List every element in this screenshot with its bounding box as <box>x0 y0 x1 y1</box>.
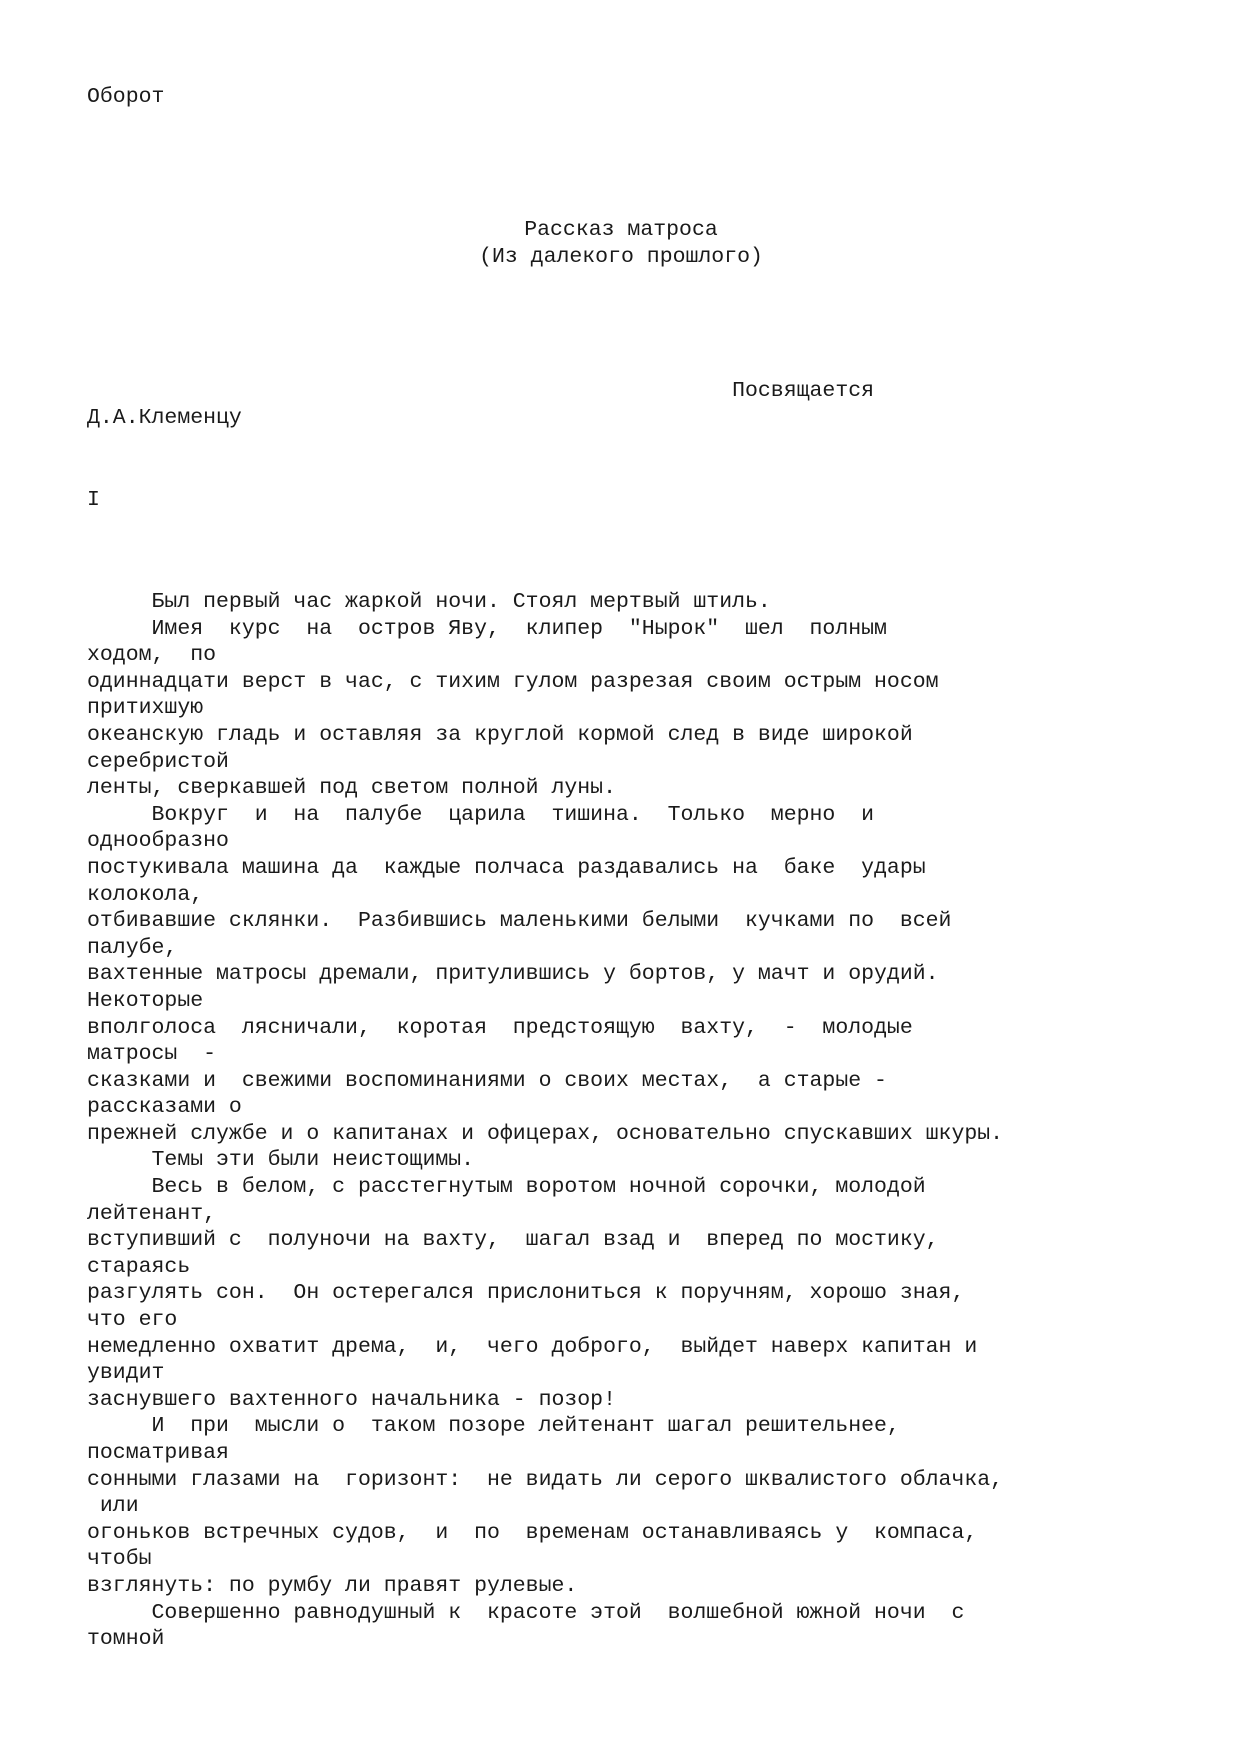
body-line: Некоторые <box>87 988 204 1013</box>
body-line: сказками и свежими воспоминаниями о своих местах, а старые - <box>87 1068 887 1093</box>
body-line: матросы - <box>87 1042 217 1067</box>
story-body <box>87 589 1003 1653</box>
body-line: вполголоса лясничали, коротая предстоящую вахту, - молодые <box>87 1015 913 1040</box>
body-line: заснувшего вахтенного начальника - позор! <box>87 1387 616 1412</box>
body-line: или <box>87 1494 139 1519</box>
body-line: огоньков встречных судов, и по временам останавливаясь у компаса, <box>87 1520 978 1545</box>
body-line: рассказами о <box>87 1095 242 1120</box>
body-line: томной <box>87 1627 165 1652</box>
body-line: отбивавшие склянки. Разбившись маленькими белыми кучками по всей <box>87 909 952 934</box>
body-line: лейтенант, <box>87 1201 217 1226</box>
body-line: взглянуть: по румбу ли правят рулевые. <box>87 1573 578 1598</box>
body-line: Был первый час жаркой ночи. Стоял мертвый штиль. <box>87 590 771 614</box>
body-line: вступивший с полуночи на вахту, шагал взад и вперед по мостику, <box>87 1228 939 1253</box>
chapter-number: I <box>87 488 100 512</box>
body-line: Темы эти были неистощимы. <box>87 1148 475 1173</box>
dedication-label: Посвящается <box>87 379 875 403</box>
body-line: притихшую <box>87 696 204 721</box>
body-line: увидит <box>87 1361 165 1386</box>
body-line: вахтенные матросы дремали, притулившись у бортов, у мачт и орудий. <box>87 962 939 987</box>
page-header: Оборот <box>87 85 165 109</box>
body-line: стараясь <box>87 1254 191 1279</box>
body-line: Весь в белом, с расстегнутым воротом ночной сорочки, молодой <box>87 1175 926 1200</box>
body-line: сонными глазами на горизонт: не видать ли серого шквалистого облачка, <box>87 1467 1004 1492</box>
body-line: Совершенно равнодушный к красоте этой волшебной южной ночи с <box>87 1600 965 1625</box>
body-line: ходом, по <box>87 643 217 668</box>
body-line: И при мысли о таком позоре лейтенант шагал решительнее, <box>87 1414 900 1439</box>
body-line: колокола, <box>87 882 204 907</box>
body-line: океанскую гладь и оставляя за круглой кормой след в виде широкой <box>87 722 913 747</box>
body-line: ленты, сверкавшей под светом полной луны. <box>87 776 616 801</box>
story-title: Рассказ матроса <box>524 218 718 242</box>
body-line: Имея курс на остров Яву, клипер "Нырок" шел полным <box>87 616 887 641</box>
body-line: одиннадцати верст в час, с тихим гулом разрезая своим острым носом <box>87 669 939 694</box>
story-subtitle: (Из далекого прошлого) <box>479 245 763 269</box>
body-line: серебристой <box>87 749 229 774</box>
body-line: чтобы <box>87 1547 152 1572</box>
body-line: Вокруг и на палубе царила тишина. Только мерно и <box>87 802 875 827</box>
body-line: однообразно <box>87 829 229 854</box>
dedication-name: Д.А.Клеменцу <box>87 406 242 430</box>
body-line: прежней службе и о капитанах и офицерах, основательно спускавших шкуры. <box>87 1121 1004 1146</box>
body-line: посматривая <box>87 1441 229 1465</box>
body-line: немедленно охватит дрема, и, чего доброго, выйдет наверх капитан и <box>87 1334 978 1359</box>
body-line: разгулять сон. Он остерегался прислониться к поручням, хорошо зная, <box>87 1281 965 1306</box>
body-line: постукивала машина да каждые полчаса раздавались на баке удары <box>87 855 926 880</box>
body-line: что его <box>87 1308 178 1333</box>
body-line: палубе, <box>87 935 178 960</box>
